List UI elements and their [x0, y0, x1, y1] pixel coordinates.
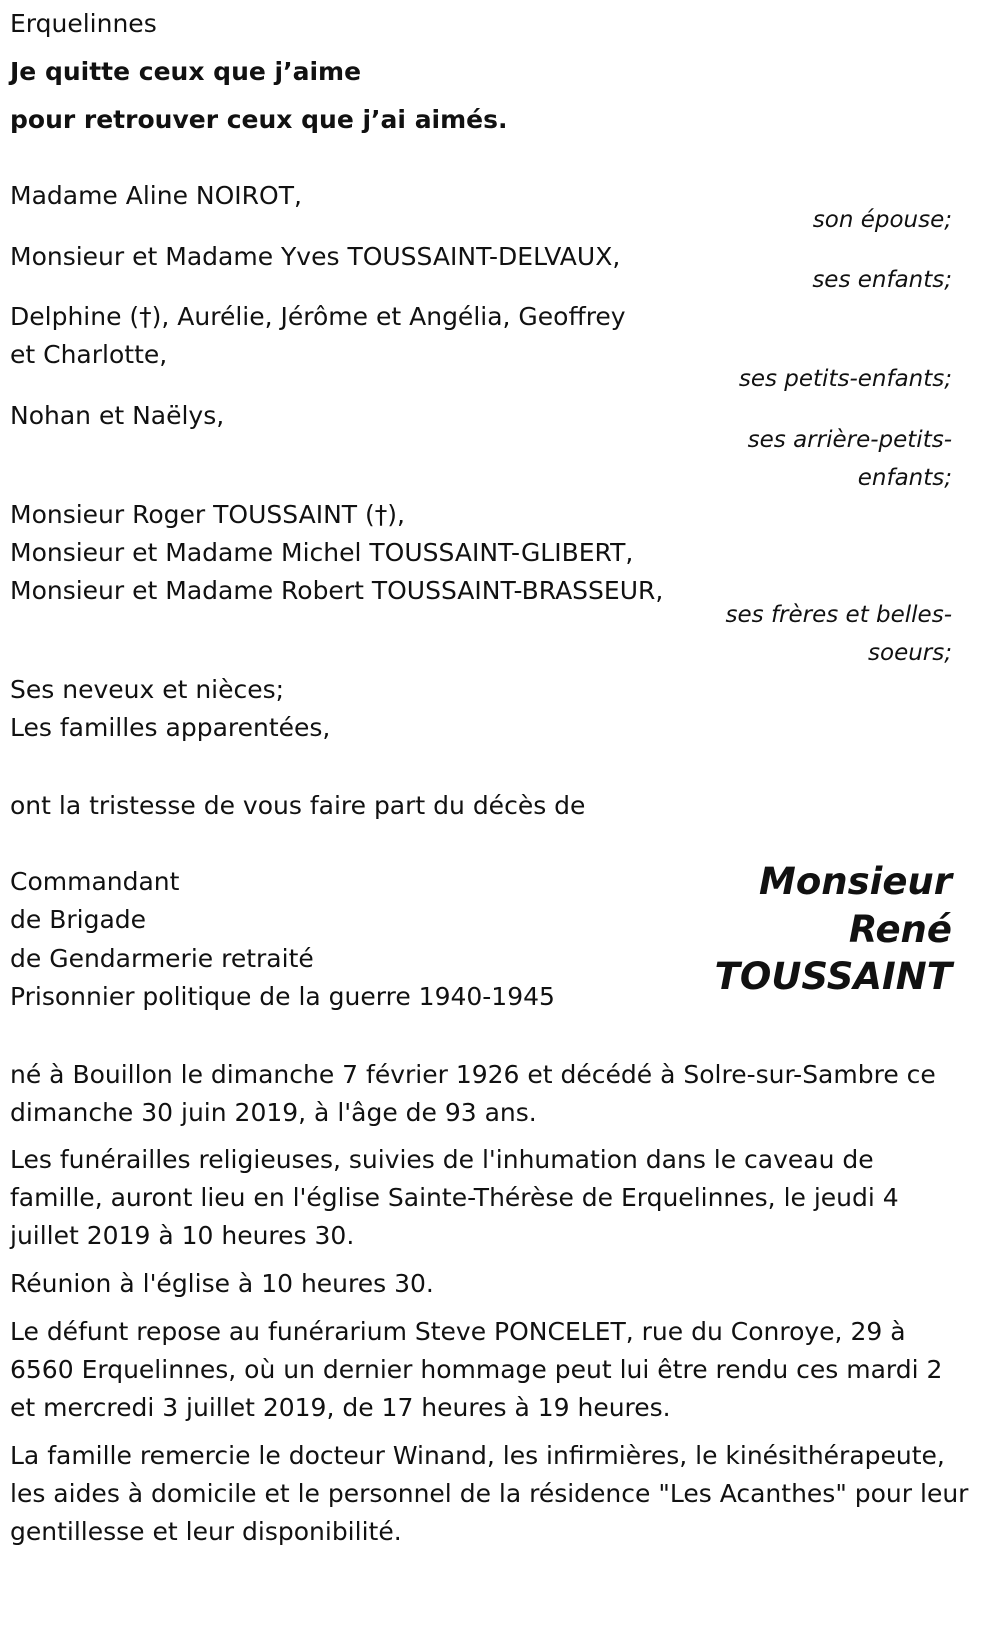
- family-siblings-relation-1: ses frères et belles-: [725, 602, 952, 628]
- deceased-title-2: de Brigade: [10, 905, 147, 934]
- family-spouse-relation: son épouse;: [812, 207, 952, 233]
- paragraph-funerarium: Le défunt repose au funérarium Steve PONCELET, rue du Conroye, 29 à 6560 Erquelinnes, où un dernier hommage peut lui être rendu ces mardi 2 et mercredi 3 juillet 2019, de 17 heures à 19 heures.: [10, 1317, 943, 1422]
- others-line-1: Ses neveux et nièces;: [10, 675, 285, 704]
- family-children-relation: ses enfants;: [812, 267, 952, 293]
- announcement: ont la tristesse de vous faire part du décès de: [10, 791, 586, 820]
- deceased-name-2: René: [848, 908, 952, 951]
- quote-line-2: pour retrouver ceux que j’ai aimés.: [10, 105, 508, 134]
- deceased-name-3: TOUSSAINT: [714, 955, 952, 998]
- family-spouse-name: Madame Aline NOIROT,: [10, 181, 302, 210]
- paragraph-funeral: Les funérailles religieuses, suivies de l'inhumation dans le caveau de famille, auront lieu en l'église Sainte-Thérèse de Erquelinnes, le jeudi 4 juillet 2019 à 10 heures 30.: [10, 1145, 899, 1250]
- family-sibling-2: Monsieur et Madame Michel TOUSSAINT-GLIBERT,: [10, 538, 634, 567]
- family-grandchildren-relation: ses petits-enfants;: [738, 366, 952, 392]
- family-children-name: Monsieur et Madame Yves TOUSSAINT-DELVAUX,: [10, 242, 621, 271]
- family-sibling-1: Monsieur Roger TOUSSAINT (†),: [10, 500, 405, 529]
- family-grandchildren-name-2: et Charlotte,: [10, 340, 168, 369]
- deceased-title-4: Prisonnier politique de la guerre 1940-1945: [10, 982, 555, 1011]
- deceased-title-3: de Gendarmerie retraité: [10, 944, 314, 973]
- family-siblings-relation-2: soeurs;: [868, 640, 952, 666]
- family-great-grandchildren-name: Nohan et Naëlys,: [10, 401, 225, 430]
- location: Erquelinnes: [10, 9, 157, 38]
- paragraph-birth-death: né à Bouillon le dimanche 7 février 1926 et décédé à Solre-sur-Sambre ce dimanche 30 juin 2019, à l'âge de 93 ans.: [10, 1060, 936, 1127]
- deceased-title-1: Commandant: [10, 867, 180, 896]
- others-line-2: Les familles apparentées,: [10, 713, 331, 742]
- family-great-grandchildren-relation-1: ses arrière-petits-: [747, 427, 952, 453]
- family-grandchildren-name-1: Delphine (†), Aurélie, Jérôme et Angélia, Geoffrey: [10, 302, 626, 331]
- paragraph-meeting: Réunion à l'église à 10 heures 30.: [10, 1269, 434, 1298]
- family-sibling-3: Monsieur et Madame Robert TOUSSAINT-BRASSEUR,: [10, 576, 664, 605]
- deceased-name-1: Monsieur: [759, 860, 952, 903]
- quote-line-1: Je quitte ceux que j’aime: [10, 57, 362, 86]
- family-great-grandchildren-relation-2: enfants;: [857, 465, 952, 491]
- paragraph-thanks: La famille remercie le docteur Winand, les infirmières, le kinésithérapeute, les aides à domicile et le personnel de la résidence "Les Acanthes" pour leur gentillesse et leur disponibilité.: [10, 1441, 969, 1546]
